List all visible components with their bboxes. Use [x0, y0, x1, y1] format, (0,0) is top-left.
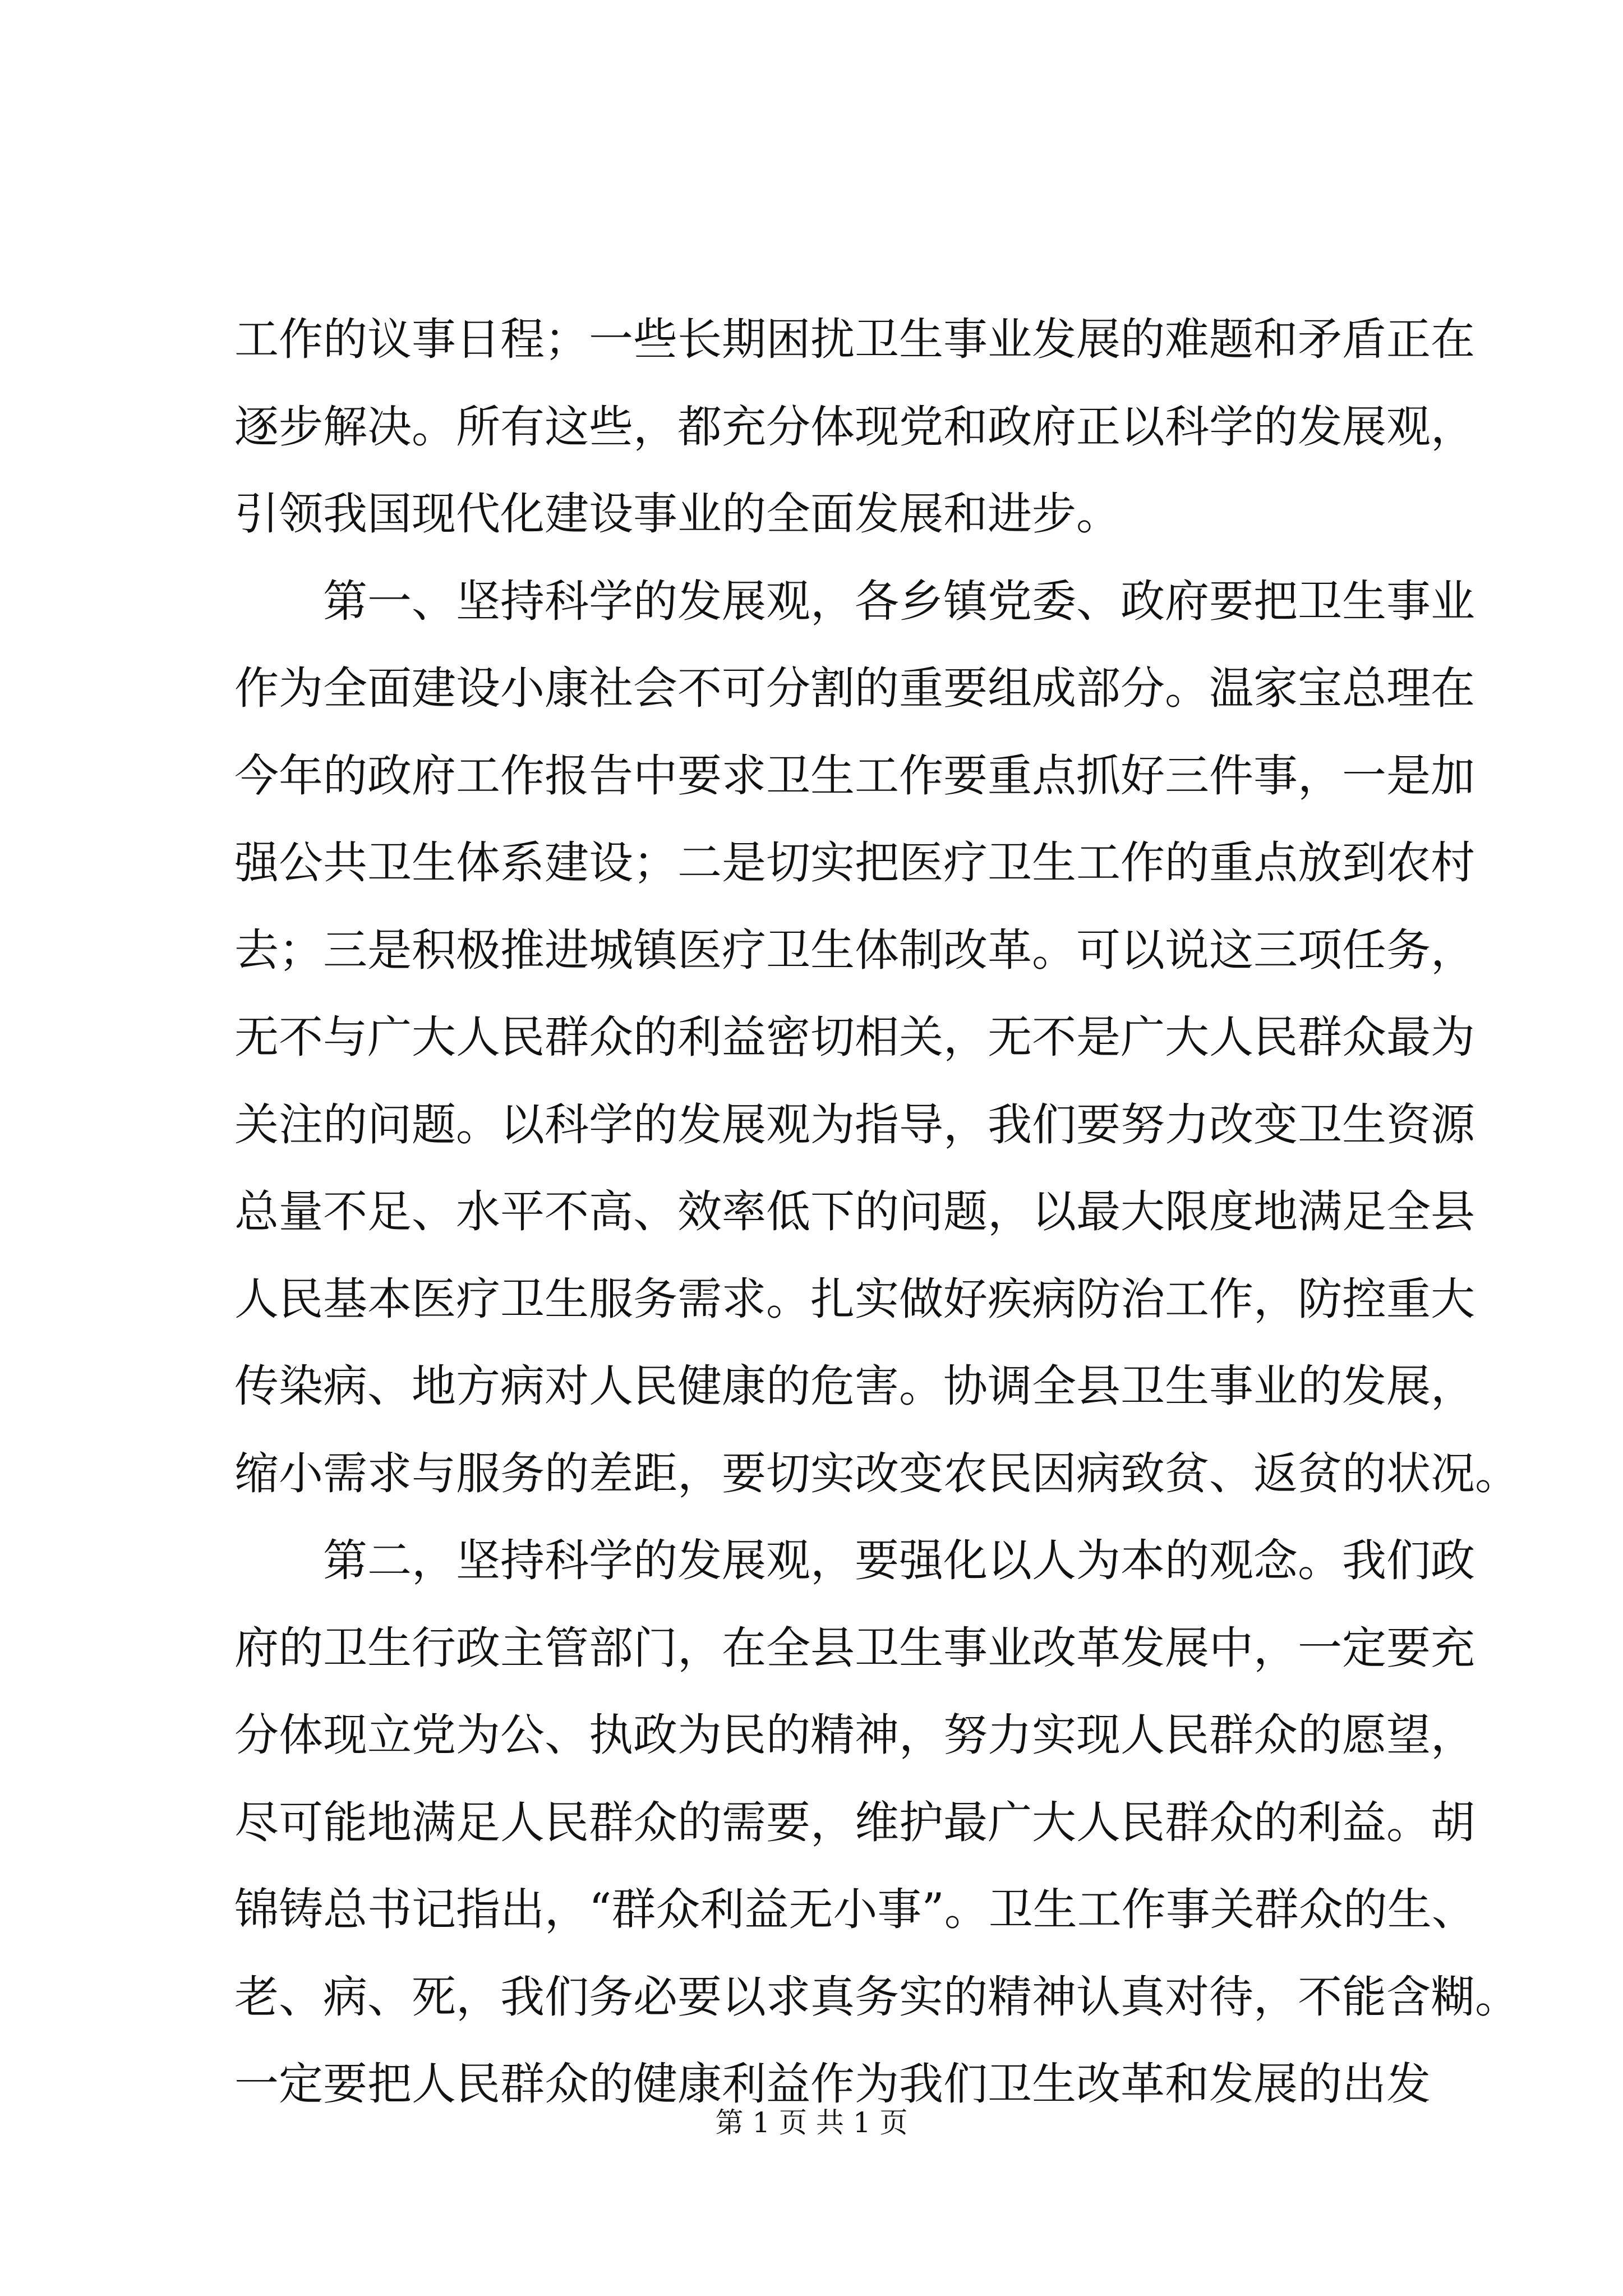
- text-line: 老、病、死，我们务必要以求真务实的精神认真对待，不能含糊。: [234, 1971, 1519, 2023]
- text-line: 作为全面建设小康社会不可分割的重要组成部分。温家宝总理在: [234, 662, 1475, 714]
- text-line: 一定要把人民群众的健康利益作为我们卫生改革和发展的出发: [234, 2058, 1431, 2110]
- paragraph-first-line: 第一、坚持科学的发展观，各乡镇党委、政府要把卫生事业: [323, 575, 1475, 627]
- text-line: 强公共卫生体系建设；二是切实把医疗卫生工作的重点放到农村: [234, 837, 1475, 889]
- text-line: 无不与广大人民群众的利益密切相关，无不是广大人民群众最为: [234, 1011, 1475, 1063]
- text-line: 尽可能地满足人民群众的需要，维护最广大人民群众的利益。胡: [234, 1796, 1475, 1848]
- text-line: 今年的政府工作报告中要求卫生工作要重点抓好三件事，一是加: [234, 749, 1475, 802]
- text-line: 总量不足、水平不高、效率低下的问题，以最大限度地满足全县: [234, 1186, 1475, 1237]
- text-line: 工作的议事日程；一些长期困扰卫生事业发展的难题和矛盾正在: [234, 314, 1475, 365]
- text-line: 逐步解决。所有这些，都充分体现党和政府正以科学的发展观，: [234, 401, 1475, 453]
- text-line: 传染病、地方病对人民健康的危害。协调全县卫生事业的发展，: [234, 1360, 1475, 1412]
- text-line: 分体现立党为公、执政为民的精神，努力实现人民群众的愿望，: [234, 1709, 1475, 1761]
- text-line: 去；三是积极推进城镇医疗卫生体制改革。可以说这三项任务，: [234, 924, 1475, 976]
- page-footer: 第 1 页 共 1 页: [715, 2106, 908, 2139]
- text-line: 府的卫生行政主管部门，在全县卫生事业改革发展中，一定要充: [234, 1622, 1475, 1674]
- text-line: 锦铸总书记指出，“群众利益无小事”。卫生工作事关群众的生、: [234, 1884, 1476, 1935]
- text-line: 人民基本医疗卫生服务需求。扎实做好疾病防治工作，防控重大: [234, 1273, 1475, 1325]
- text-line: 引领我国现代化建设事业的全面发展和进步。: [234, 488, 1121, 540]
- paragraph-first-line: 第二，坚持科学的发展观，要强化以人为本的观念。我们政: [323, 1535, 1475, 1586]
- text-line: 缩小需求与服务的差距，要切实改变农民因病致贫、返贫的状况。: [234, 1447, 1519, 1499]
- text-line: 关注的问题。以科学的发展观为指导，我们要努力改变卫生资源: [234, 1098, 1475, 1151]
- document-body: [234, 296, 1519, 2128]
